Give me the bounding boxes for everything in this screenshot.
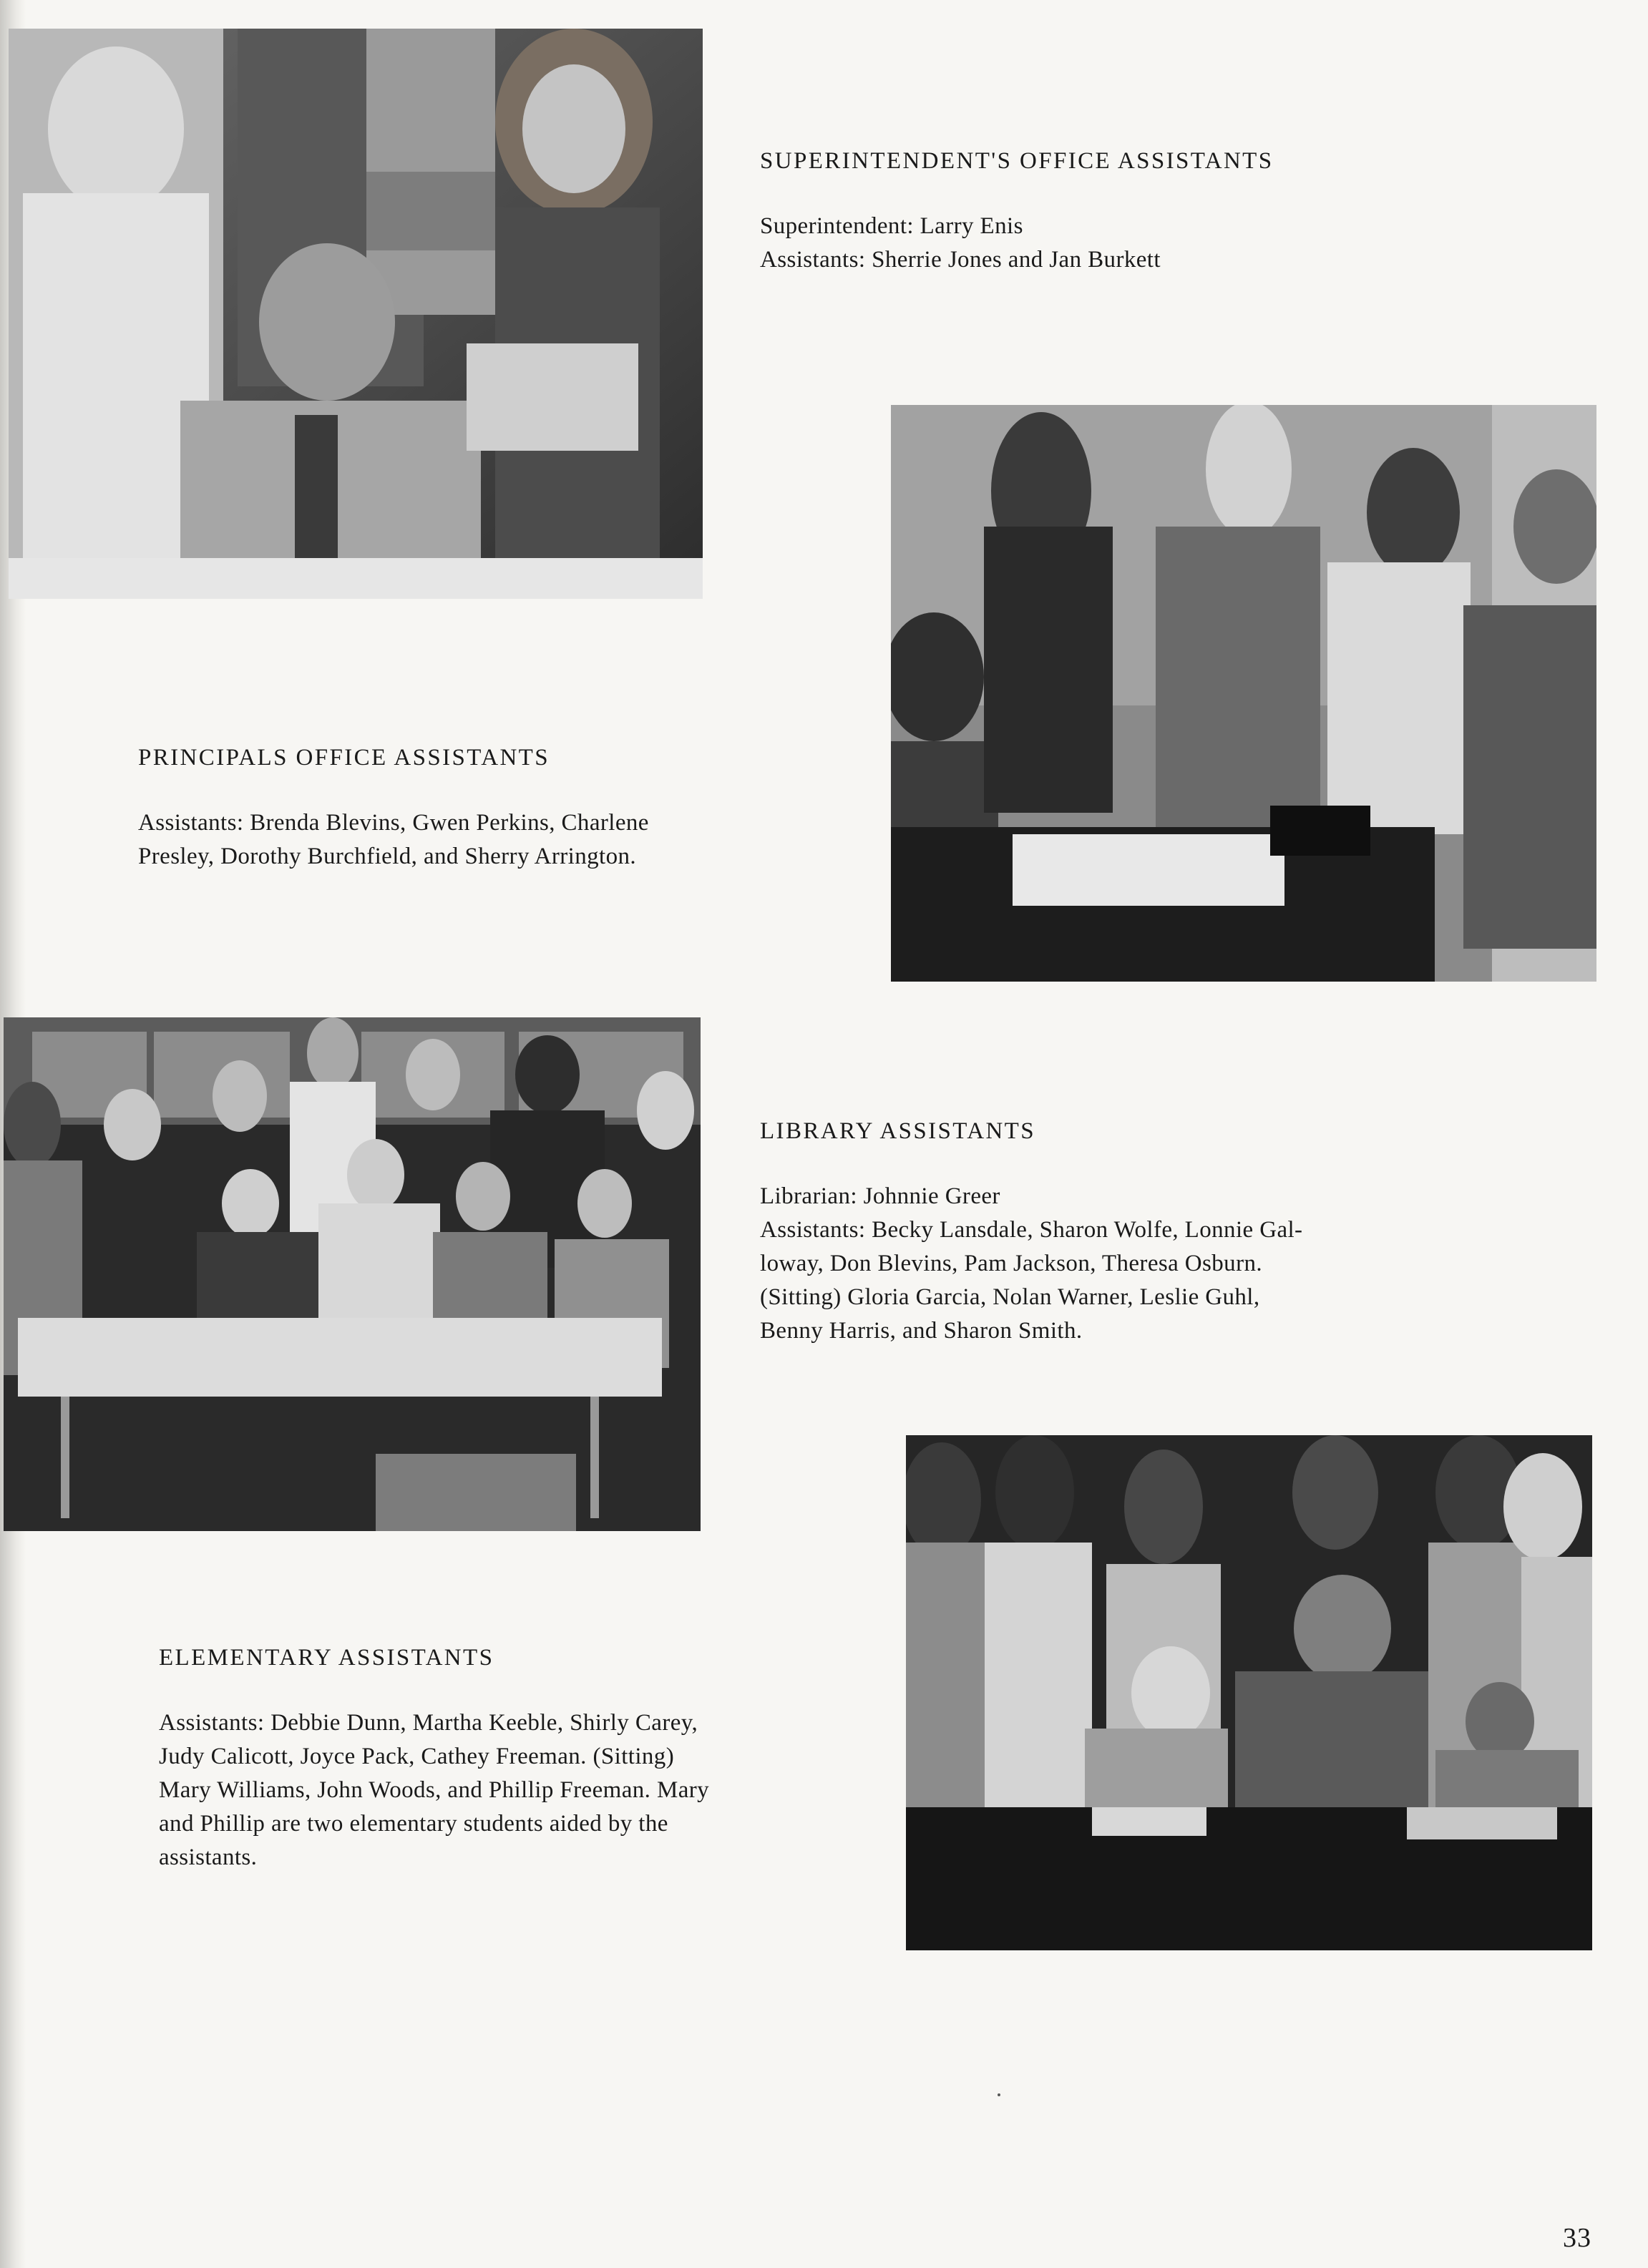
library-line-5: Benny Harris, and Sharon Smith. <box>760 1318 1083 1344</box>
library-line-4: (Sitting) Gloria Garcia, Nolan Warner, Leslie Guhl, <box>760 1284 1260 1310</box>
elementary-line-5: assistants. <box>159 1844 258 1870</box>
superintendent-name: Superintendent: Larry Enis <box>760 213 1023 239</box>
superintendent-heading: SUPERINTENDENT'S OFFICE ASSISTANTS <box>760 148 1274 174</box>
elementary-line-4: and Phillip are two elementary students aided by the <box>159 1811 668 1837</box>
superintendent-office-photo <box>9 29 703 599</box>
superintendent-assistants: Assistants: Sherrie Jones and Jan Burkett <box>760 247 1161 273</box>
principals-office-photo <box>891 405 1596 982</box>
library-caption <box>760 1115 1450 1348</box>
library-heading: LIBRARY ASSISTANTS <box>760 1118 1035 1144</box>
library-assistants-photo <box>4 1017 701 1531</box>
elementary-heading: ELEMENTARY ASSISTANTS <box>159 1645 494 1671</box>
library-line-3: loway, Don Blevins, Pam Jackson, Theresa Osburn. <box>760 1251 1263 1276</box>
elementary-line-1: Assistants: Debbie Dunn, Martha Keeble, Shirly Carey, <box>159 1710 698 1736</box>
print-speck <box>998 2093 1000 2096</box>
page-number: 33 <box>1563 2223 1591 2253</box>
library-librarian: Librarian: Johnnie Greer <box>760 1183 1000 1209</box>
principals-heading: PRINCIPALS OFFICE ASSISTANTS <box>138 745 550 771</box>
elementary-assistants-photo <box>906 1435 1592 1950</box>
elementary-line-3: Mary Williams, John Woods, and Phillip Freeman. Mary <box>159 1777 710 1803</box>
principals-caption <box>138 741 854 874</box>
library-line-2: Assistants: Becky Lansdale, Sharon Wolfe, Lonnie Gal- <box>760 1217 1303 1243</box>
superintendent-caption <box>760 145 1476 277</box>
elementary-caption <box>159 1641 846 1874</box>
elementary-line-2: Judy Calicott, Joyce Pack, Cathey Freeman. (Sitting) <box>159 1744 675 1769</box>
principals-line-1: Assistants: Brenda Blevins, Gwen Perkins, Charlene <box>138 810 649 836</box>
principals-line-2: Presley, Dorothy Burchfield, and Sherry Arrington. <box>138 844 637 869</box>
